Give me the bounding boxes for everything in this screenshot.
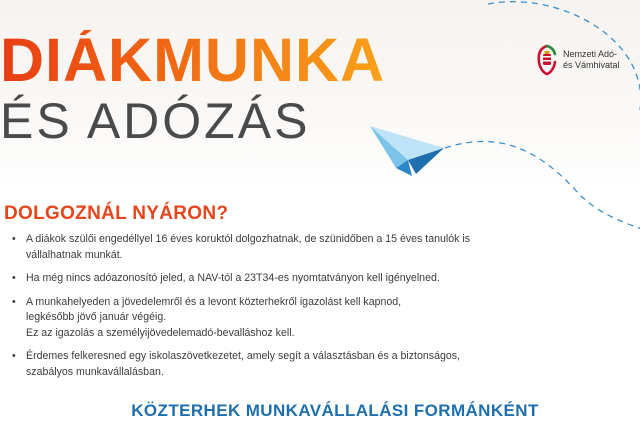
list-item-line: • A diákok szülői engedéllyel 16 éves koruktól dolgozhatnak, de szünidőben a 15 éves tanulók is bbox=[26, 233, 471, 245]
info-bullet-list bbox=[0, 232, 570, 388]
page-subtitle: ÉS ADÓZÁS bbox=[0, 93, 311, 149]
list-item-line: • Ha még nincs adóazonosító jeled, a NAV-tól a 23T34-es nyomtatványon kell igényelned. bbox=[26, 272, 440, 284]
paper-plane-icon bbox=[370, 126, 444, 176]
logo-line-2: és Vámhivatal bbox=[563, 60, 620, 70]
coat-of-arms-icon bbox=[536, 44, 558, 76]
list-item bbox=[0, 349, 570, 380]
list-item-line: legkésőbb jövő január végéig. bbox=[26, 311, 167, 323]
bottom-section-heading: KÖZTERHEK MUNKAVÁLLALÁSI FORMÁNKÉNT bbox=[131, 401, 539, 420]
logo-line-1: Nemzeti Adó- bbox=[563, 49, 618, 59]
dashed-arc-bottom bbox=[445, 141, 640, 230]
list-item bbox=[0, 232, 570, 263]
section-heading: DOLGOZNÁL NYÁRON? bbox=[4, 203, 229, 224]
list-item-line: Ez az igazolás a személyijövedelemadó-bevalláshoz kell. bbox=[26, 326, 295, 339]
nav-logo bbox=[536, 40, 640, 80]
list-item-line: vállalhatnak munkát. bbox=[26, 248, 123, 261]
logo-text bbox=[563, 49, 620, 71]
page-title: DIÁKMUNKA bbox=[0, 26, 386, 94]
list-item bbox=[0, 271, 570, 287]
list-item bbox=[0, 295, 570, 342]
list-item-line: • A munkahelyeden a jövedelemről és a levont közterhekről igazolást kell kapnod, bbox=[26, 295, 402, 308]
list-item-line: • Érdemes felkeresned egy iskolaszövetkezetet, amely segít a választásban és a biztonságos, bbox=[26, 350, 460, 362]
list-item-line: szabályos munkavállalásban. bbox=[26, 365, 164, 378]
